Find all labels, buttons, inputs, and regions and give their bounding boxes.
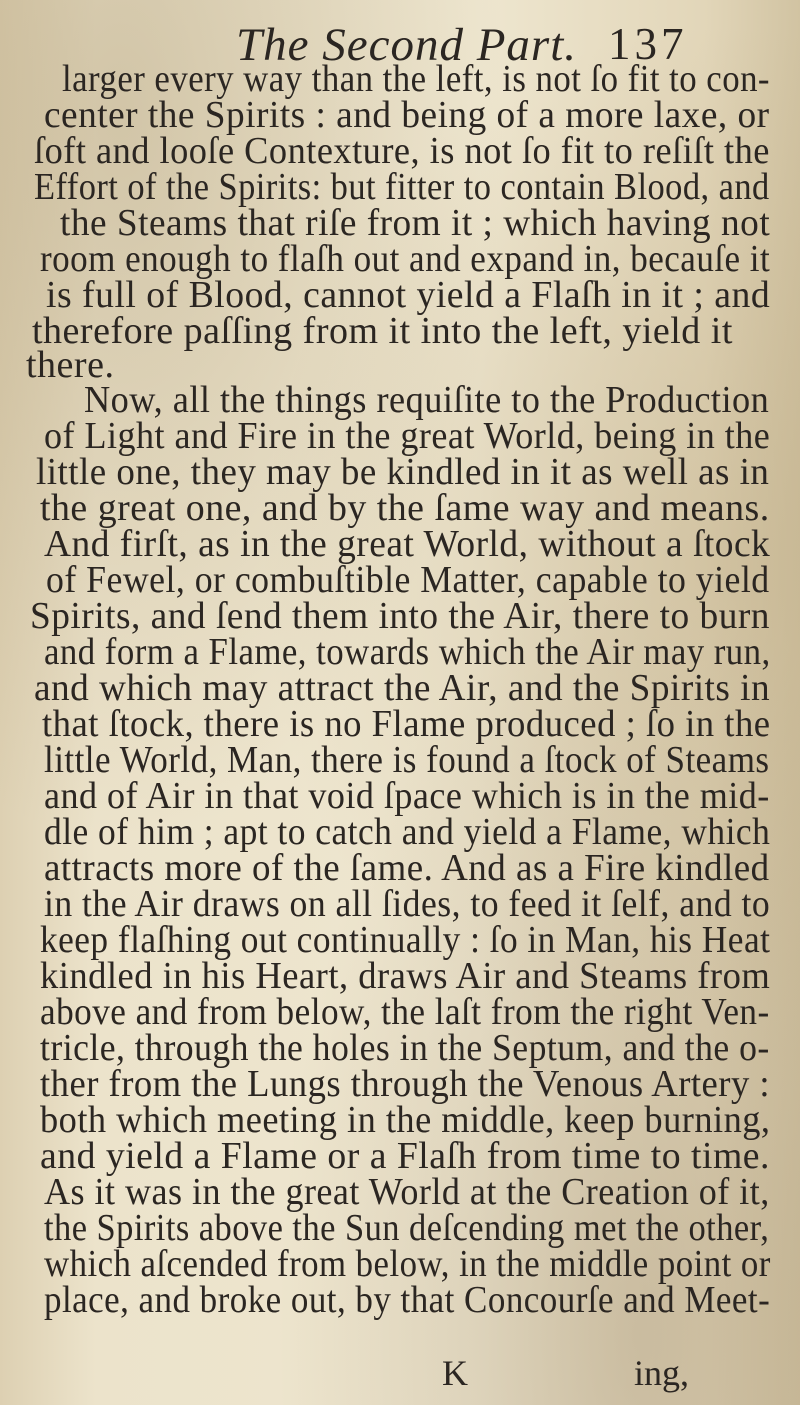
text-line: room enough to flaſh out and expand in, becauſe it (40, 238, 771, 280)
text-line: which aſcended from below, in the middle point or (44, 1243, 771, 1285)
text-line: and which may attract the Air, and the Spirits in (34, 667, 771, 709)
text-line: Spirits, and ſend them into the Air, there to burn (30, 595, 770, 637)
text-line: place, and broke out, by that Concourſe and Meet- (44, 1279, 771, 1321)
text-line: the Spirits above the Sun deſcending met the other, (44, 1207, 770, 1249)
text-line: And firſt, as in the great World, without a ſtock (44, 523, 771, 565)
text-line: little World, Man, there is found a ſtock of Steams (44, 739, 770, 781)
text-line: Effort of the Spirits: but fitter to contain Blood, and (34, 166, 770, 208)
text-line: attracts more of the ſame. And as a Fire kindled (44, 847, 770, 889)
text-line: larger every way than the left, is not ſo fit to con- (62, 58, 770, 100)
text-line: above and from below, the laſt from the right Ven- (40, 991, 770, 1033)
text-line: As it was in the great World at the Creation of it, (44, 1171, 770, 1213)
text-line: there. (26, 344, 115, 386)
text-line: is full of Blood, cannot yield a Flaſh in it ; and (46, 274, 771, 316)
text-line: center the Spirits : and being of a more laxe, or (44, 94, 770, 136)
page-number: 137 (608, 19, 688, 69)
text-line: in the Air draws on all ſides, to feed it ſelf, and to (44, 883, 771, 925)
text-line: the Steams that riſe from it ; which having not (60, 202, 771, 244)
text-line: of Light and Fire in the great World, being in the (44, 415, 771, 457)
text-line: kindled in his Heart, draws Air and Steams from (40, 955, 771, 997)
text-line: of Fewel, or combuſtible Matter, capable to yield (46, 559, 770, 601)
page-footer (0, 1352, 800, 1396)
text-line: little one, they may be kindled in it as well as in (36, 451, 770, 493)
text-line: keep flaſhing out continually : ſo in Man, his Heat (40, 919, 771, 961)
text-line: therefore paſſing from it into the left, yield it (32, 310, 733, 352)
text-line: tricle, through the holes in the Septum, and the o- (40, 1027, 770, 1069)
running-head: The Second Part. (236, 19, 578, 71)
signature-mark: K (442, 1353, 468, 1393)
text-line: ſoft and looſe Contexture, is not ſo fit to reſiſt the (34, 130, 770, 172)
text-line: Now, all the things requiſite to the Production (84, 379, 770, 421)
text-line: and form a Flame, towards which the Air may run, (44, 631, 771, 673)
text-line: and of Air in that void ſpace which is in the mid- (44, 775, 770, 817)
text-line: that ſtock, there is no Flame produced ; ſo in the (42, 703, 771, 745)
text-line: and yield a Flame or a Flaſh from time to time. (40, 1135, 770, 1177)
catchword: ing, (634, 1353, 690, 1393)
text-line: dle of him ; apt to catch and yield a Flame, which (44, 811, 771, 853)
text-line: ther from the Lungs through the Venous Artery : (40, 1063, 771, 1105)
text-line: the great one, and by the ſame way and means. (40, 487, 770, 529)
text-line: both which meeting in the middle, keep burning, (40, 1099, 771, 1141)
